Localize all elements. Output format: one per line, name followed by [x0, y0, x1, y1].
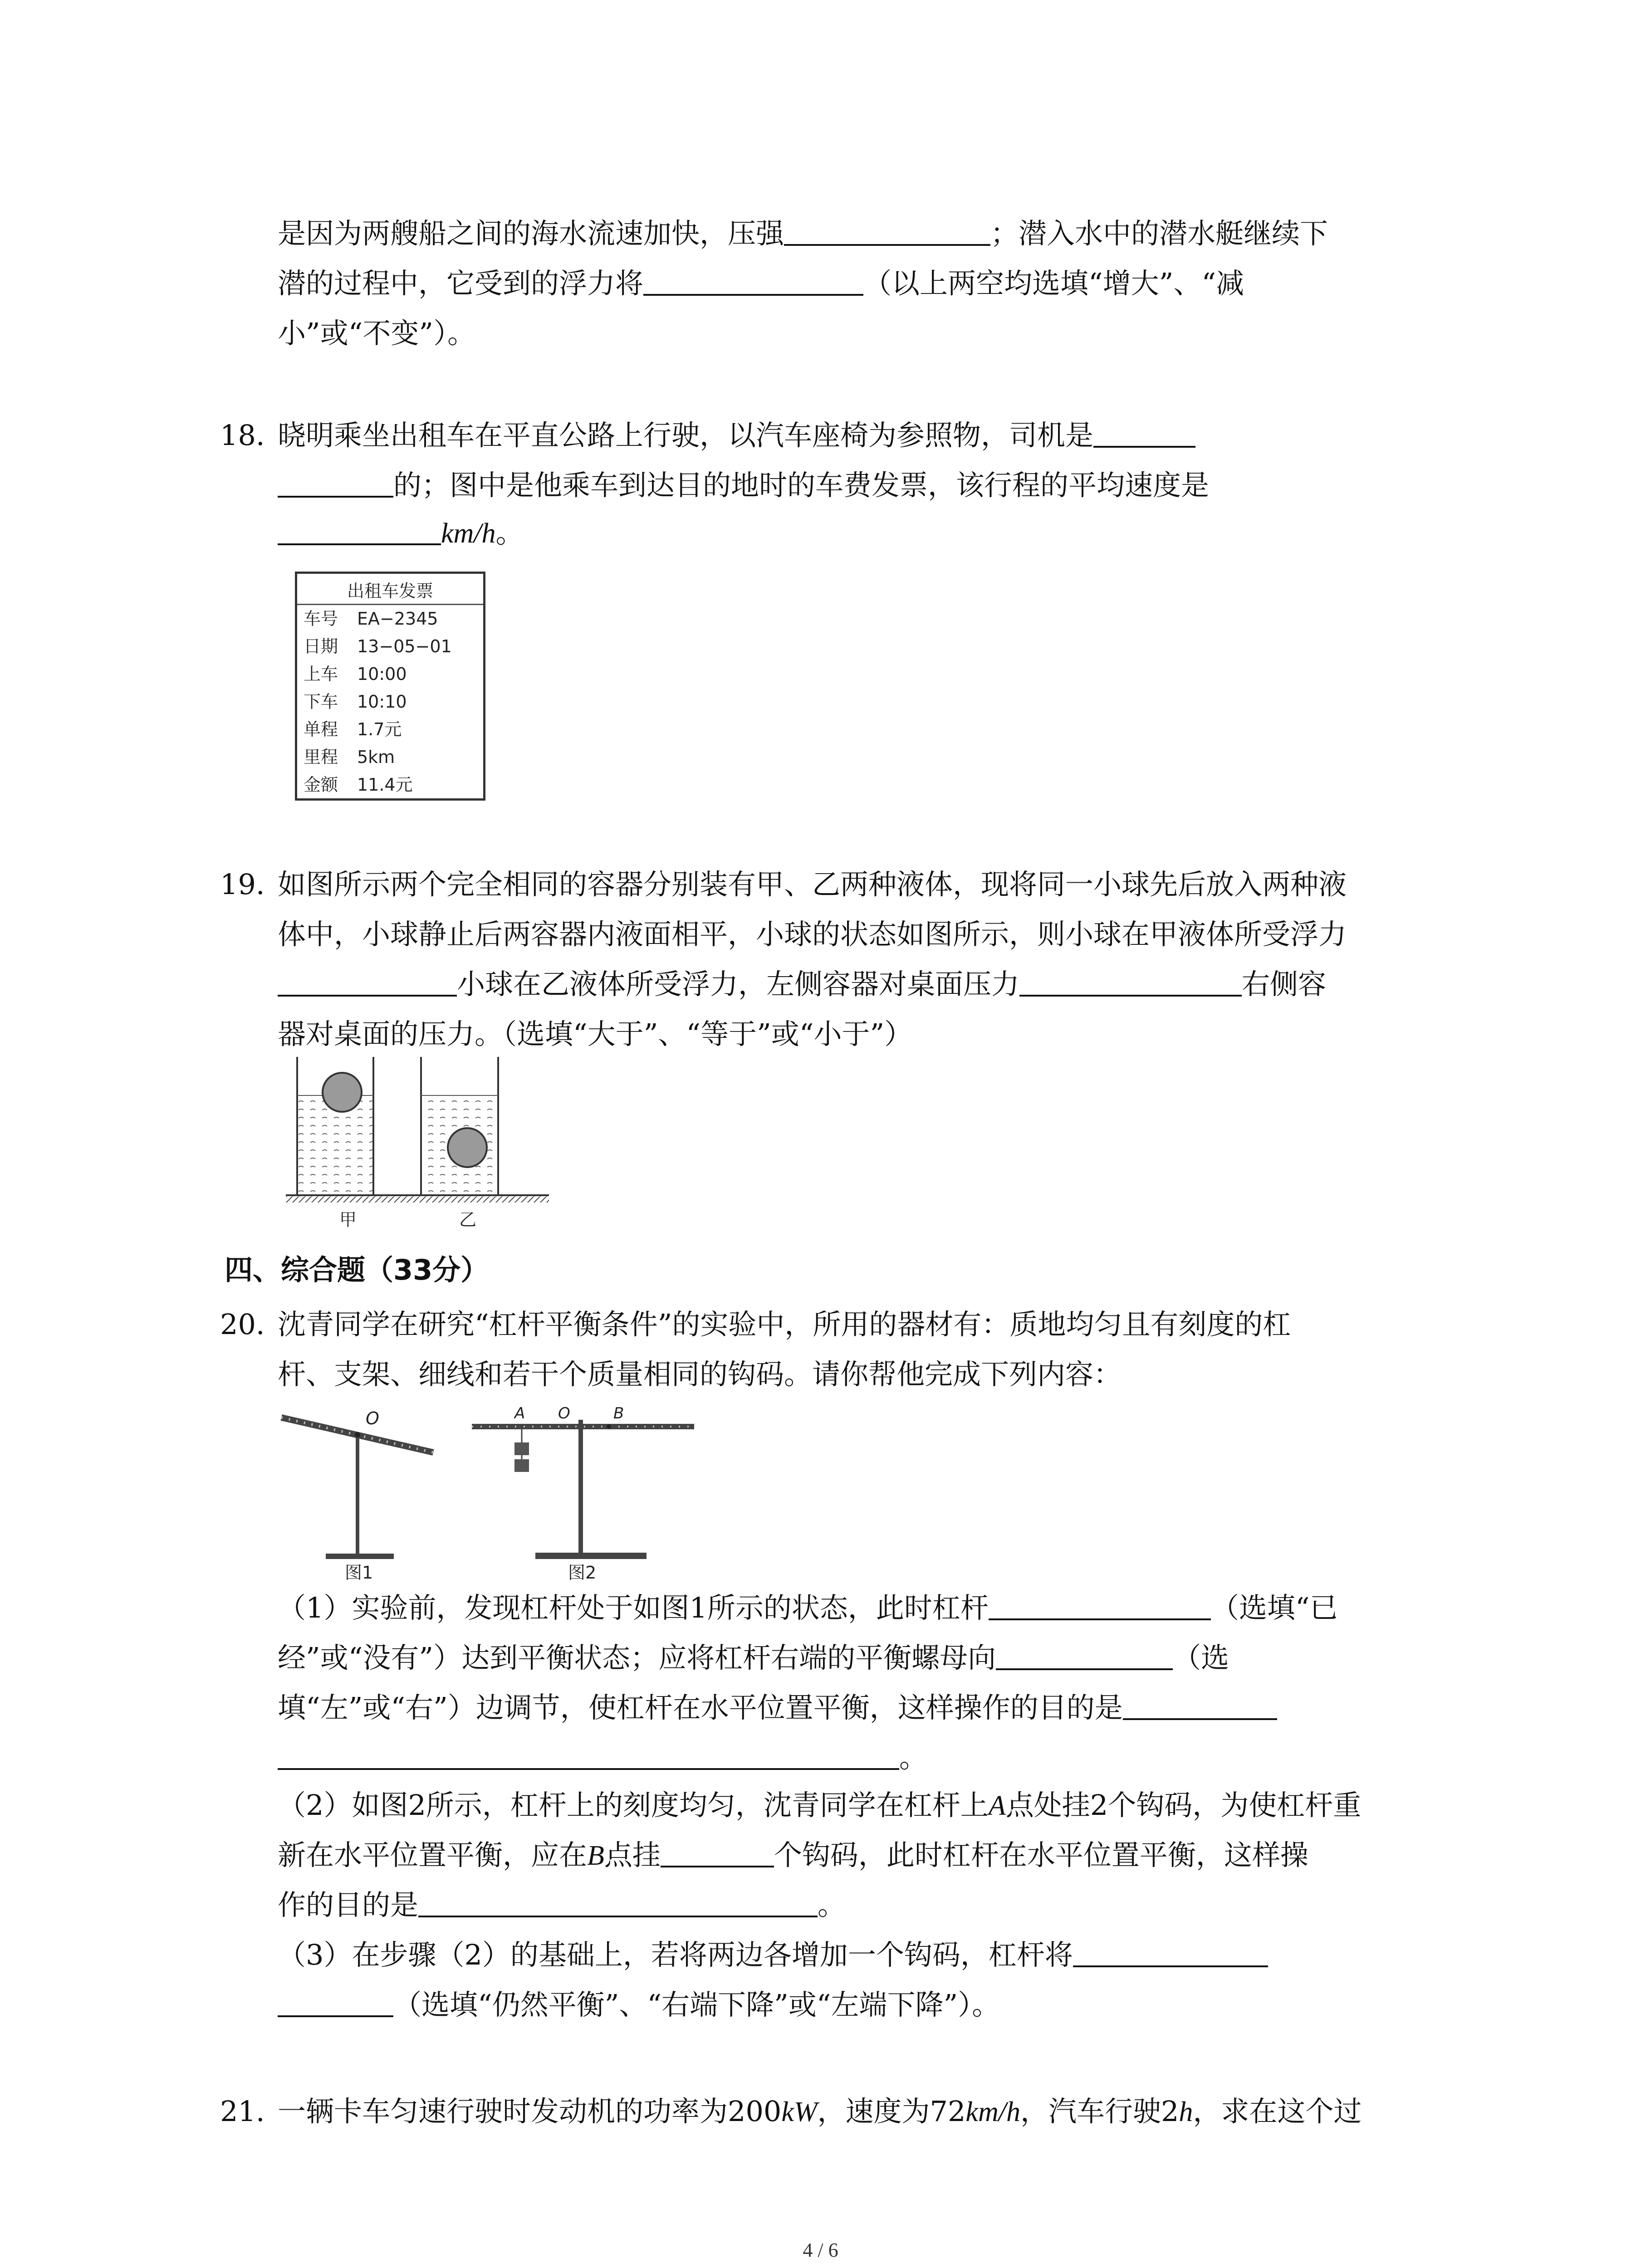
label-o: O [366, 1408, 379, 1428]
containers-figure [286, 1057, 558, 1229]
receipt-row [297, 743, 483, 771]
q21-text: ，汽车行驶2 [1020, 2095, 1179, 2128]
answer-blank[interactable] [278, 516, 441, 545]
q19-number: 19. [220, 868, 265, 901]
answer-blank[interactable] [643, 267, 863, 296]
q19-line-3 [278, 964, 1326, 1005]
lever-figure-1 [277, 1404, 449, 1581]
q20-text: 作的目的是 [278, 1888, 419, 1921]
q20-line-2 [278, 1354, 1122, 1395]
q17-text: ；潜入水中的潜水艇继续下 [990, 217, 1328, 250]
label-jia: 甲 [339, 1210, 357, 1229]
q17-text: （以上两空均选填“增大”、“减 [863, 267, 1244, 300]
q21-text: ，求在这个过 [1193, 2095, 1362, 2128]
q17-text: 小”或“不变”）。 [278, 317, 476, 350]
q20-text: （选填“已 [1210, 1591, 1338, 1624]
unit-text: km/h [965, 2097, 1020, 2127]
answer-blank[interactable] [1019, 968, 1242, 997]
receipt-row [297, 688, 483, 716]
q20-text: 经”或“没有”）达到平衡状态；应将杠杆右端的平衡螺母向 [278, 1641, 996, 1674]
answer-blank[interactable] [418, 1888, 818, 1917]
q20-p1-line-3 [278, 1687, 1277, 1728]
q17-line-2 [278, 263, 1244, 304]
q18-line-2 [278, 465, 1209, 506]
q20-text: （选 [1173, 1641, 1230, 1674]
q21-number: 21. [220, 2095, 265, 2128]
receipt-key: 车号 [304, 609, 338, 629]
fig1-label: 图1 [345, 1563, 373, 1581]
point-b-text: B [587, 1840, 604, 1871]
receipt-key: 金额 [304, 775, 338, 795]
q20-text: 。 [818, 1888, 846, 1921]
q20-text: （3）在步骤（2）的基础上，若将两边各增加一个钩码，杠杆将 [278, 1938, 1073, 1971]
receipt-value: 10:00 [357, 664, 407, 684]
ball-suspended [448, 1128, 487, 1167]
section-title: 四、综合题（33分） [225, 1253, 489, 1286]
q18-text: 的；图中是他乘车到达目的地时的车费发票，该行程的平均速度是 [393, 469, 1210, 502]
answer-blank[interactable] [996, 1641, 1173, 1670]
q20-text: （2）如图2所示，杠杆上的刻度均匀，沈青同学在杠杆上 [278, 1789, 989, 1822]
q20-text: 个钩码，此时杠杆在水平位置平衡，这样操 [774, 1838, 1308, 1872]
receipt-value: EA−2345 [357, 609, 438, 629]
q19-line-4 [278, 1014, 912, 1055]
q20-text: 点处挂2个钩码，为使杠杆重 [1005, 1789, 1362, 1822]
answer-blank[interactable] [1123, 1691, 1277, 1720]
label-b: B [613, 1404, 624, 1422]
receipt-value: 1.7元 [357, 719, 402, 739]
q20-text: （选填“仍然平衡”、“右端下降”或“左端下降”）。 [393, 1988, 1000, 2021]
q19-text: 器对桌面的压力。（选填“大于”、“等于”或“小于”） [278, 1017, 913, 1051]
q18-text: 晓明乘坐出租车在平直公路上行驶，以汽车座椅为参照物，司机是 [278, 419, 1094, 452]
receipt-key: 上车 [304, 664, 338, 684]
q18-number: 18. [220, 419, 265, 452]
q18-text: 。 [495, 516, 524, 549]
label-yi: 乙 [459, 1210, 477, 1229]
q21-text: 一辆卡车匀速行驶时发动机的功率为200 [278, 2095, 782, 2128]
stand-base [326, 1554, 394, 1559]
receipt-row [297, 633, 483, 660]
q21-text: ，速度为72 [817, 2095, 966, 2128]
unit-text: km/h [441, 518, 496, 549]
receipt-value: 10:10 [357, 692, 407, 712]
q19-text: 右侧容 [1242, 968, 1327, 1001]
answer-blank[interactable] [278, 469, 393, 498]
q20-text: 点挂 [604, 1838, 661, 1872]
receipt-key: 日期 [304, 636, 338, 656]
answer-blank[interactable] [278, 968, 457, 997]
answer-blank[interactable] [661, 1838, 774, 1867]
q20-text: 。 [899, 1741, 928, 1774]
unit-text: kW [781, 2097, 818, 2127]
lever-figure-2 [467, 1404, 703, 1581]
q19-text: 体中，小球静止后两容器内液面相平，小球的状态如图所示，则小球在甲液体所受浮力 [278, 918, 1347, 951]
q20-p3-line-2 [278, 1984, 1000, 2025]
q20-text: 填“左”或“右”）边调节，使杠杆在水平位置平衡，这样操作的目的是 [278, 1691, 1123, 1724]
q18-line-3 [278, 513, 524, 554]
page-number: 4 / 6 [803, 2239, 838, 2261]
point-a-text: A [988, 1790, 1006, 1821]
q19-text: 小球在乙液体所受浮力，左侧容器对桌面压力 [457, 968, 1020, 1001]
q20-p2-line-1 [278, 1785, 1361, 1826]
taxi-receipt [295, 572, 485, 801]
receipt-key: 里程 [304, 747, 338, 767]
receipt-key: 下车 [304, 692, 338, 712]
q21-line-1 [278, 2091, 1362, 2132]
hook-weight [514, 1459, 529, 1472]
answer-blank[interactable] [278, 1741, 899, 1770]
q20-text: 杆、支架、细线和若干个质量相同的钩码。请你帮他完成下列内容： [278, 1358, 1122, 1391]
q18-line-1 [278, 415, 1195, 456]
q20-text: （1）实验前，发现杠杆处于如图1所示的状态，此时杠杆 [278, 1591, 989, 1624]
receipt-row [297, 771, 483, 799]
q19-text: 如图所示两个完全相同的容器分别装有甲、乙两种液体，现将同一小球先后放入两种液 [278, 868, 1347, 901]
q20-p3-line-1 [278, 1935, 1268, 1975]
label-o: O [558, 1404, 570, 1422]
q20-text: 沈青同学在研究“杠杆平衡条件”的实验中，所用的器材有：质地均匀且有刻度的杠 [278, 1308, 1291, 1341]
q20-p2-line-2 [278, 1835, 1308, 1876]
q20-p2-line-3 [278, 1885, 846, 1926]
q17-line-3 [278, 313, 475, 354]
answer-blank[interactable] [278, 1988, 393, 2017]
q19-line-1 [278, 864, 1347, 905]
answer-blank[interactable] [989, 1591, 1211, 1620]
receipt-value: 11.4元 [357, 775, 413, 795]
stand-base [535, 1553, 647, 1559]
receipt-row [297, 660, 483, 688]
q20-p1-line-1 [278, 1588, 1338, 1628]
q17-line-1 [278, 213, 1328, 254]
receipt-value: 13−05−01 [357, 636, 452, 656]
answer-blank[interactable] [1073, 1938, 1268, 1967]
q19-line-2 [278, 914, 1347, 955]
q20-number: 20. [220, 1308, 265, 1341]
receipt-row [297, 605, 483, 633]
receipt-value: 5km [357, 747, 395, 767]
unit-text: h [1179, 2097, 1193, 2127]
q20-text: 新在水平位置平衡，应在 [278, 1838, 588, 1872]
q20-line-1 [278, 1304, 1291, 1345]
ball-floating [323, 1073, 362, 1112]
fig2-label: 图2 [568, 1563, 597, 1581]
q20-p1-line-2 [278, 1637, 1229, 1678]
receipt-row [297, 716, 483, 743]
q17-text: 潜的过程中，它受到的浮力将 [278, 267, 644, 300]
label-a: A [514, 1404, 525, 1422]
q20-p1-line-4 [278, 1737, 927, 1778]
answer-blank[interactable] [1093, 419, 1195, 448]
hook-weight [514, 1442, 529, 1455]
answer-blank[interactable] [784, 217, 990, 246]
receipt-key: 单程 [304, 719, 338, 739]
q17-text: 是因为两艘船之间的海水流速加快，压强 [278, 217, 784, 250]
receipt-title: 出租车发票 [297, 580, 483, 605]
